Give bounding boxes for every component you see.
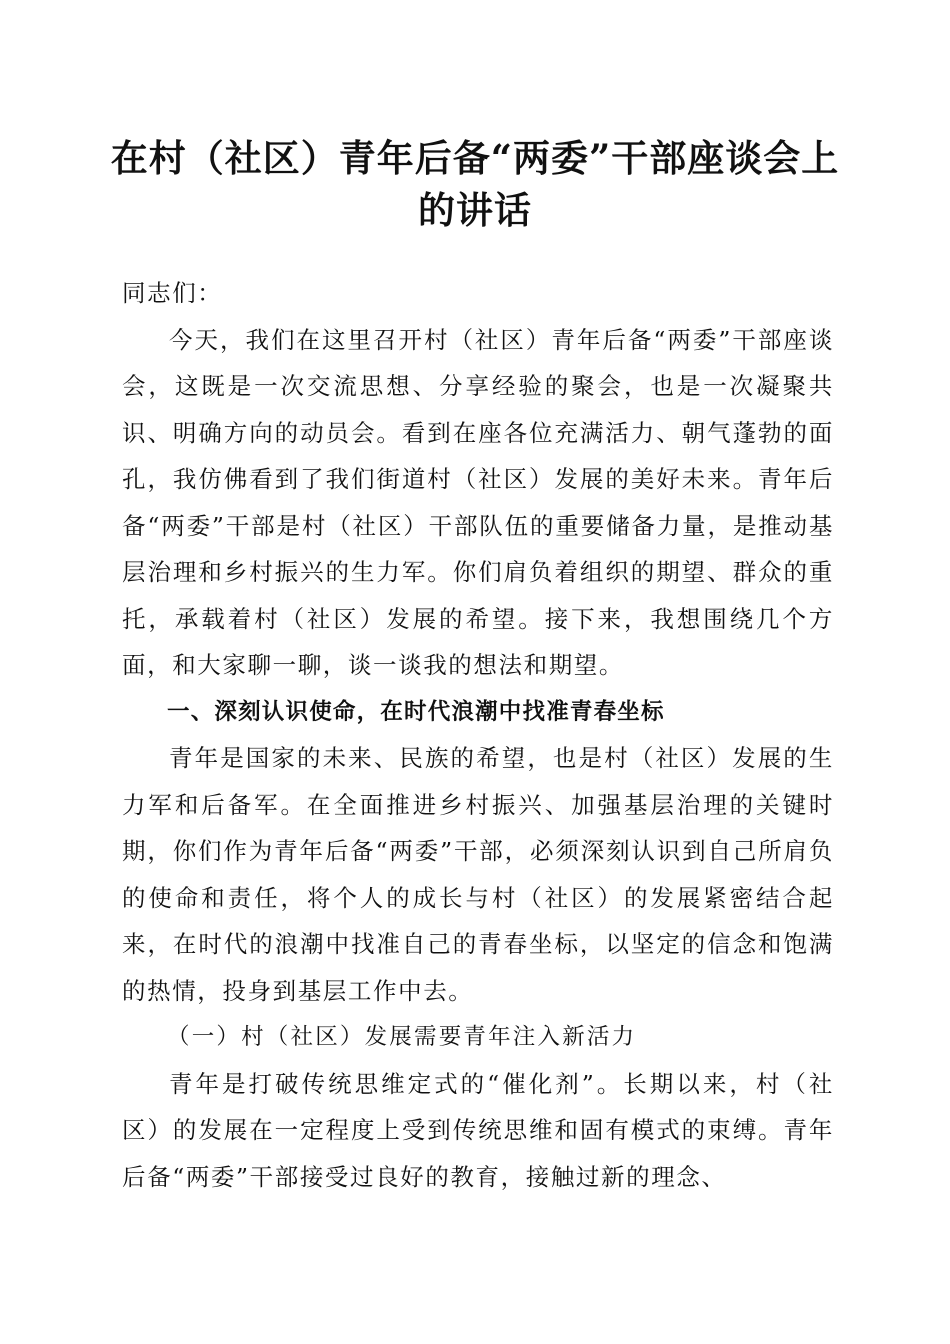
document-body [122,270,834,1200]
section-heading-1: 一、深刻认识使命，在时代浪潮中找准青春坐标 [167,698,665,725]
intro-paragraph: 今天，我们在这里召开村（社区）青年后备“两委”干部座谈会，这既是一次交流思想、分享经验的聚会，也是一次凝聚共识、明确方向的动员会。看到在座各位充满活力、朝气蓬勃的面孔，我仿佛看到了我们街道村（社区）发展的美好未来。青年后备“两委”干部是村（社区）干部队伍的重要储备力量，是推动基层治理和乡村振兴的生力军。你们肩负着组织的期望、群众的重托，承载着村（社区）发展的希望。接下来，我想围绕几个方面，和大家聊一聊，谈一谈我的想法和期望。 [122,325,834,679]
title-line-2: 的讲话 [418,188,532,232]
section-1-paragraph: 青年是国家的未来、民族的希望，也是村（社区）发展的生力军和后备军。在全面推进乡村振兴、加强基层治理的关键时期，你们作为青年后备“两委”干部，必须深刻认识到自己所肩负的使命和责任，将个人的成长与村（社区）的发展紧密结合起来，在时代的浪潮中找准自己的青春坐标，以坚定的信念和饱满的热情，投身到基层工作中去。 [122,744,834,1005]
subsection-heading-1: （一）村（社区）发展需要青年注入新活力 [167,1024,637,1050]
subsection-1-paragraph: 青年是打破传统思维定式的“催化剂”。长期以来，村（社区）的发展在一定程度上受到传统思维和固有模式的束缚。青年后备“两委”干部接受过良好的教育，接触过新的理念、 [122,1069,834,1191]
salutation: 同志们： [122,279,223,307]
document-title [95,132,855,236]
title-line-1: 在村（社区）青年后备“两委”干部座谈会上 [110,136,840,180]
